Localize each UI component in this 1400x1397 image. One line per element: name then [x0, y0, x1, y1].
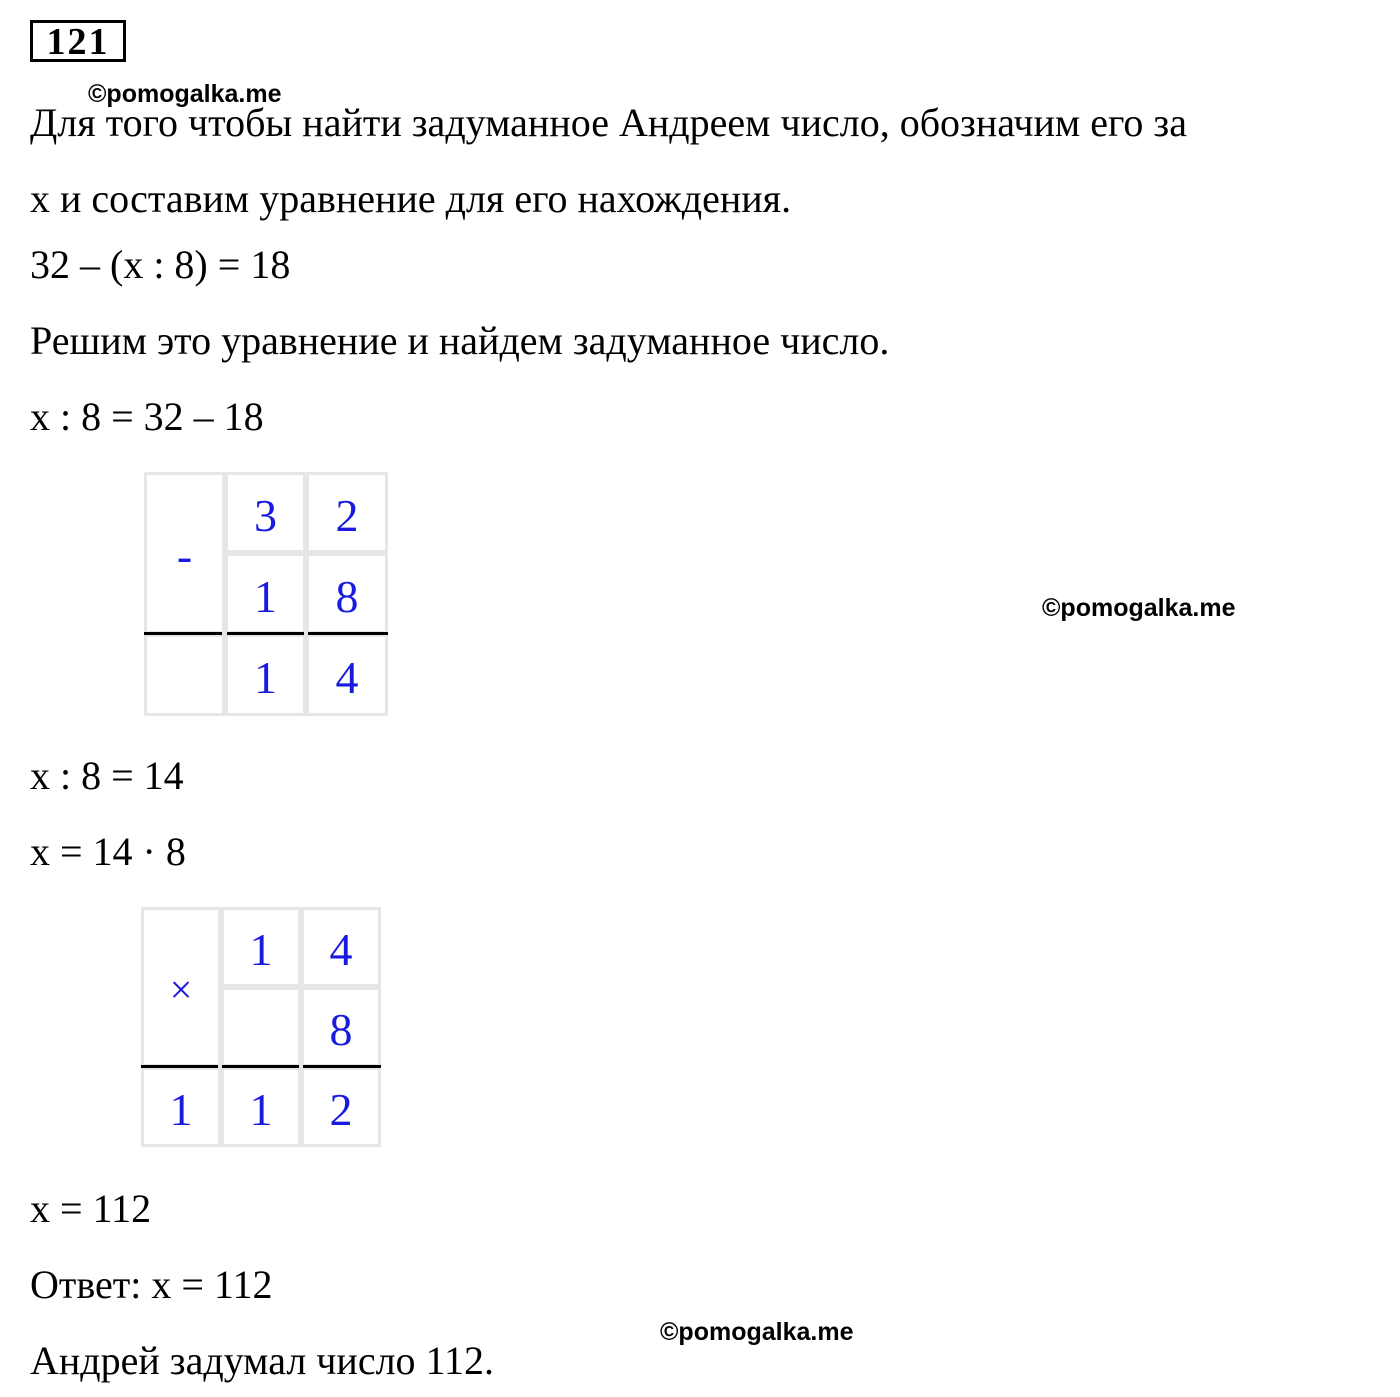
solve-note: Решим это уравнение и найдем задуманное число.: [30, 318, 890, 363]
intro-line-1: Для того чтобы найти задуманное Андреем число, обозначим его за: [30, 100, 1187, 145]
subtrahend-digit: 1: [225, 553, 306, 634]
multiplicand-digit: 1: [221, 907, 301, 987]
product-digit: 1: [141, 1067, 221, 1147]
problem-number: 121: [30, 20, 126, 62]
watermark-bottom: ©pomogalka.me: [660, 1318, 854, 1346]
result-empty-cell: [144, 634, 225, 716]
product-digit: 2: [301, 1067, 381, 1147]
multiplicand-digit: 4: [301, 907, 381, 987]
difference-digit: 4: [306, 634, 388, 716]
step-1: x : 8 = 32 – 18: [30, 394, 264, 439]
step-2: x : 8 = 14: [30, 753, 184, 798]
subtraction-rule: [308, 632, 388, 635]
answer: Ответ: x = 112: [30, 1262, 273, 1307]
multiplier-empty-cell: [221, 987, 301, 1067]
multiplication-operator: ×: [141, 907, 221, 1067]
subtraction-rule: [227, 632, 304, 635]
multiplier-digit: 8: [301, 987, 381, 1067]
multiplication-rule: [303, 1065, 381, 1068]
product-digit: 1: [221, 1067, 301, 1147]
subtraction-rule: [144, 632, 222, 635]
multiplication-rule: [222, 1065, 299, 1068]
difference-digit: 1: [225, 634, 306, 716]
watermark-middle: ©pomogalka.me: [1042, 594, 1236, 622]
subtraction-operator: -: [144, 472, 225, 634]
minuend-digit: 3: [225, 472, 306, 553]
step-3: x = 14 · 8: [30, 829, 186, 874]
intro-line-2: x и составим уравнение для его нахождения.: [30, 176, 792, 221]
subtrahend-digit: 8: [306, 553, 388, 634]
multiplication-rule: [141, 1065, 218, 1068]
equation: 32 – (x : 8) = 18: [30, 242, 291, 287]
watermark-top: ©pomogalka.me: [88, 80, 282, 108]
conclusion: Андрей задумал число 112.: [30, 1338, 495, 1383]
minuend-digit: 2: [306, 472, 388, 553]
step-4: x = 112: [30, 1186, 152, 1231]
